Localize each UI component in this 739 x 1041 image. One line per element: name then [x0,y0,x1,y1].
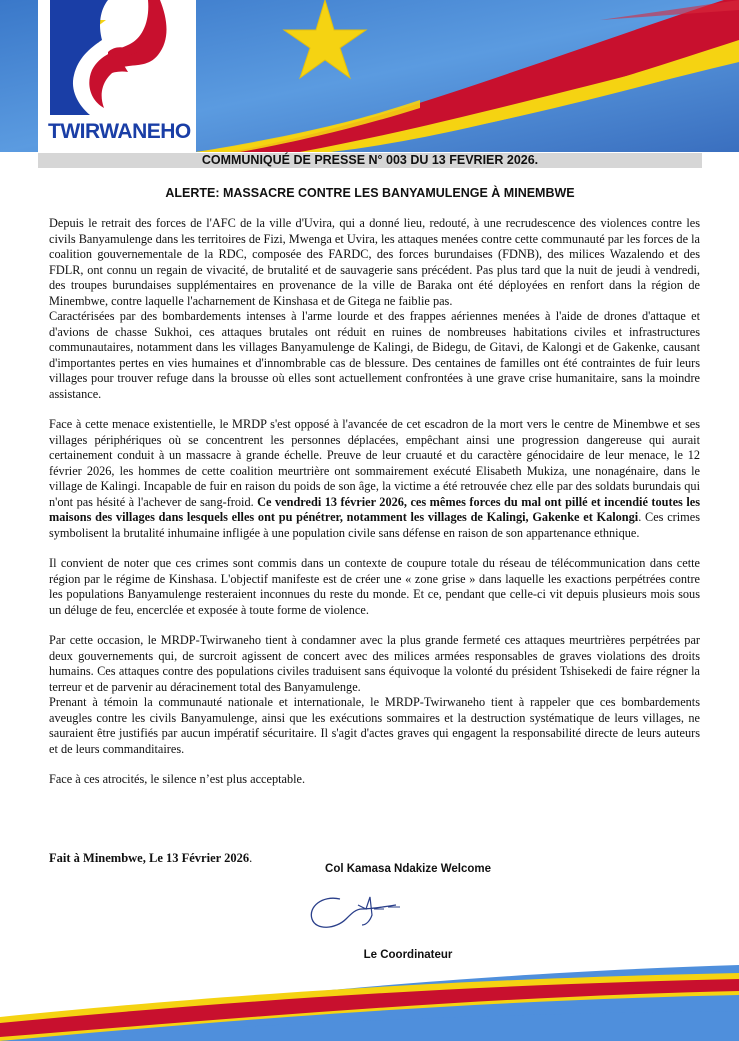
press-release-body [49,216,700,788]
paragraph-2: Caractérisées par des bombardements intenses à l'arme lourde et des frappes aériennes menées à l'aide de drones d'attaque et d'avions de chasse Sukhoi, ces attaques brutales ont réduit en ruines de nombreuses habitations civiles et infrastructures communautaires, notamment dans les villages Banyamulenge de Kalingi, de Bidegu, de Gitavi, de Kalongi et de Gakenke, causant d'importantes pertes en vies humaines et d'innombrable cas de blessure. Des centaines de familles ont été contraintes de fuir leurs villages pour trouver refuge dans la brousse où elles sont actuellement confrontées à une grave crise humanitaire, sans la moindre assistance. [49,309,700,401]
organization-logo [38,0,196,152]
drc-flag-banner [0,0,739,152]
paragraph-5: Par cette occasion, le MRDP-Twirwaneho tient à condamner avec la plus grande fermeté ces attaques meurtrières perpétrées par deux gouvernements qui, de surcroit agissent de concert avec des milices armées responsables de graves violations des droits humains. Ces attaques contre des populations civiles traduisent sans équivoque la volonté du président Tshisekedi de faire régner la terreur et de parvenir au déracinement total des Banyamulenge. [49,633,700,694]
paragraph-3 [49,417,700,541]
paragraph-3-start: Face à cette menace existentielle, le MRDP s'est opposé à l'avancée de cet escadron de la mort vers le centre de Minembwe et ses villages périphériques où se concentrent les personnes déplacées, empêchant ainsi une progression dangereuse qui aurait certainement conduit à un massacre à grande échelle. Preuve de leur cruauté et du caractère génocidaire de leur menace, le 12 février 2026, les hommes de cette coalition meurtrière ont sommairement exécuté Elisabeth Mukiza, une nonagénaire, dans le village de Kalingi. Incapable de fuir en raison du poids de son âge, la victime a été retrouvée chez elle par des soldats burundais qui n'ont pas hésité à l'achever de sang-froid. [49,417,700,509]
paragraph-3-end: . Ces crimes symbolisent la brutalité inhumaine infligée à une population civile sans défense en raison de son appartenance ethnique. [49,510,700,540]
eagle-logo-icon [38,0,196,120]
alert-title: ALERTE: MASSACRE CONTRE LES BANYAMULENGE À MINEMBWE [165,186,575,200]
drc-flag-footer-image [0,965,739,1041]
done-at-period: . [249,851,253,865]
paragraph-6: Prenant à témoin la communauté nationale et internationale, le MRDP-Twirwaneho tient à rappeler que ces bombardements aveugles contre les civils Banyamulenge, ainsi que les exécutions sommaires et la destruction systématique de leurs villages, ne sauraient être justifiés par aucun impératif sécuritaire. Il s'agit d'actes graves qui engagent la responsabilité directe de leurs auteurs et de leurs commanditaires. [49,695,700,756]
paragraph-3-bold: Ce vendredi 13 février 2026, ces mêmes forces du mal ont pillé et incendié toutes les maisons des villages dans lesquels elles ont pu pénétrer, notamment les villages de Kalingi, Gakenke et Kalongi [49,494,700,524]
flag-footer [0,965,739,1041]
paragraph-7: Face à ces atrocités, le silence n’est plus acceptable. [49,772,306,786]
communique-title: COMMUNIQUÉ DE PRESSE N° 003 DU 13 FEVRIER 2026. [38,153,702,168]
signer-name: Col Kamasa Ndakize Welcome [325,863,491,875]
signer-role: Le Coordinateur [363,949,453,961]
paragraph-4: Il convient de noter que ces crimes sont commis dans un contexte de coupure totale du réseau de télécommunication dans cette région par le régime de Kinshasa. L'objectif manifeste est de créer une « zone grise » dans laquelle les exactions perpétrées contre les populations Banyamulenge resteraient inconnues du reste du monde. Et ce, pendant que celle-ci vit depuis plusieurs mois sous un déluge de feu, encerclée et exposée à toute forme de violence. [49,556,700,617]
done-at-line [49,851,252,866]
done-at-text: Fait à Minembwe, Le 13 Février 2026 [49,851,250,865]
logo-text: TWIRWANEHO [48,120,191,143]
paragraph-1: Depuis le retrait des forces de l'AFC de la ville d'Uvira, qui a donné lieu, redouté, à une recrudescence des violences contre les civils Banyamulenge dans les territoires de Fizi, Mwenga et Uvira, les attaques menées contre cette communauté par les forces de la coalition gouvernementale de la RDC, composée des FARDC, des forces burundaises (FDNB), des milices Wazalendo et des FDLR, ont connu un regain de vivacité, de brutalité et de sauvagerie sans précédent. Pas plus tard que la nuit de jeudi à vendredi, des troupes burundaises supplémentaires en provenance de la ville de Baraka ont été déployées en renfort dans la région de Minembwe, contre laquelle l'acharnement de Kinshasa et de Gitega ne faiblie pas. [49,216,700,308]
signature-image [300,885,410,945]
